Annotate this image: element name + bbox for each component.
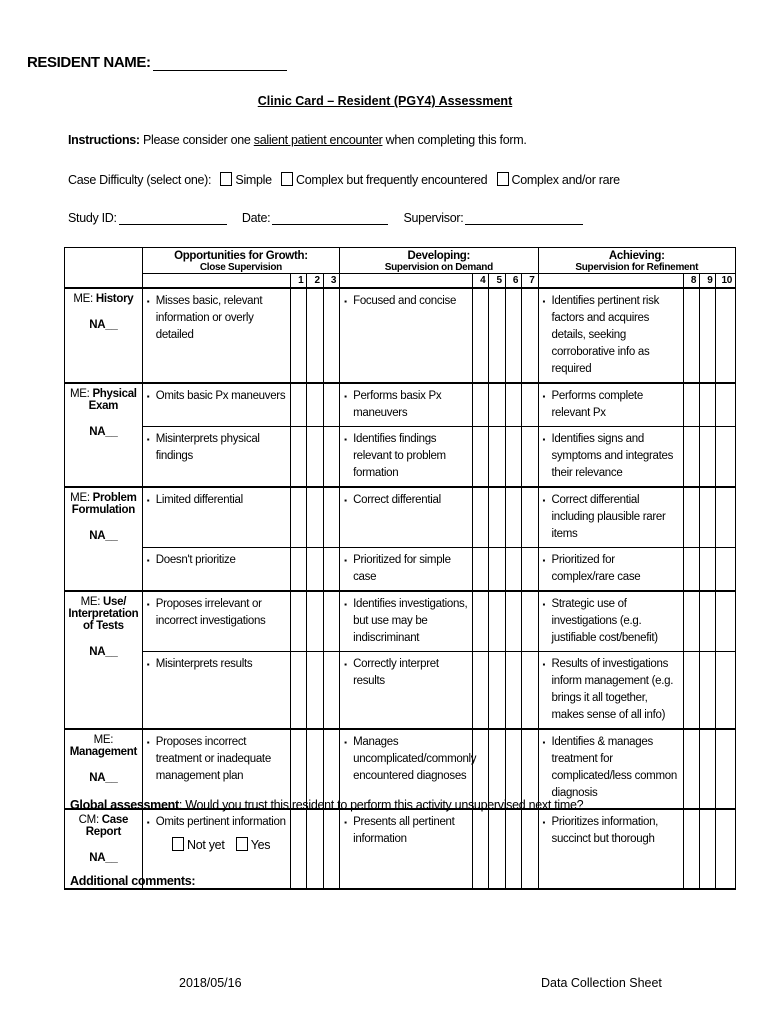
footer-date: 2018/05/16 bbox=[179, 976, 242, 990]
descriptor-text: Misinterprets physical findings bbox=[155, 433, 260, 462]
descriptor-cell bbox=[538, 487, 683, 548]
score-box[interactable] bbox=[505, 487, 521, 548]
score-box[interactable] bbox=[522, 809, 538, 889]
score-box[interactable] bbox=[489, 591, 505, 652]
score-box[interactable] bbox=[473, 427, 489, 488]
competency-name bbox=[67, 388, 140, 412]
na-field[interactable]: NA__ bbox=[89, 530, 118, 542]
descriptor-cell bbox=[340, 591, 473, 652]
descriptor-cell bbox=[340, 288, 473, 383]
competency-name bbox=[67, 734, 140, 758]
descriptor-text: Prioritized for complex/rare case bbox=[551, 554, 641, 583]
instructions: Instructions: Please consider one salient patient encounter when completing this form. bbox=[68, 133, 527, 147]
score-box[interactable] bbox=[505, 729, 521, 809]
descriptor-cell bbox=[142, 487, 290, 548]
descriptor-text: Identifies investigations, but use may be indiscriminant bbox=[353, 598, 468, 644]
resident-name-label: RESIDENT NAME: bbox=[27, 54, 287, 71]
competency-name bbox=[67, 596, 140, 632]
score-box[interactable] bbox=[473, 548, 489, 592]
score-box[interactable] bbox=[700, 591, 716, 652]
score-box[interactable] bbox=[716, 652, 736, 730]
score-box[interactable] bbox=[307, 288, 323, 383]
bullet-icon: ▪ bbox=[542, 435, 546, 444]
bullet-icon: ▪ bbox=[146, 297, 150, 306]
score-box[interactable] bbox=[683, 548, 699, 592]
score-box[interactable] bbox=[291, 652, 307, 730]
score-box[interactable] bbox=[522, 383, 538, 427]
competency-label bbox=[65, 729, 143, 809]
bullet-icon: ▪ bbox=[542, 556, 546, 565]
descriptor-cell bbox=[142, 548, 290, 592]
competency-title: Use/ Interpretation of Tests bbox=[68, 596, 139, 632]
competency-row bbox=[65, 288, 736, 383]
score-box[interactable] bbox=[291, 729, 307, 809]
bullet-icon: ▪ bbox=[542, 496, 546, 505]
descriptor-text: Limited differential bbox=[155, 494, 243, 506]
descriptor-cell bbox=[340, 652, 473, 730]
score-box[interactable] bbox=[307, 487, 323, 548]
column-title: Opportunities for Growth: bbox=[174, 250, 308, 262]
score-box[interactable] bbox=[683, 427, 699, 488]
score-box[interactable] bbox=[307, 809, 323, 889]
descriptor-text: Prioritized for simple case bbox=[353, 554, 451, 583]
footer-doc-name: Data Collection Sheet bbox=[541, 976, 662, 990]
date-field[interactable] bbox=[272, 213, 388, 225]
score-box[interactable] bbox=[291, 487, 307, 548]
score-box[interactable] bbox=[323, 487, 339, 548]
score-box[interactable] bbox=[700, 427, 716, 488]
yes-checkbox[interactable] bbox=[236, 837, 248, 851]
competency-prefix: ME: bbox=[93, 734, 114, 746]
competency-title: Physical Exam bbox=[88, 388, 137, 412]
study-id-field[interactable] bbox=[119, 213, 227, 225]
score-box[interactable] bbox=[473, 487, 489, 548]
score-box[interactable] bbox=[683, 487, 699, 548]
descriptor-text: Identifies & manages treatment for complicated/less common diagnosis bbox=[551, 736, 677, 799]
score-box[interactable] bbox=[489, 288, 505, 383]
complex-frequent-checkbox[interactable] bbox=[281, 172, 293, 186]
competency-row bbox=[65, 548, 736, 592]
score-box[interactable] bbox=[716, 487, 736, 548]
score-box[interactable] bbox=[505, 288, 521, 383]
score-box[interactable] bbox=[489, 487, 505, 548]
descriptor-cell bbox=[538, 591, 683, 652]
descriptor-cell bbox=[340, 383, 473, 427]
score-box[interactable] bbox=[716, 288, 736, 383]
study-row: Study ID: Date: Supervisor: bbox=[68, 211, 595, 225]
complex-rare-checkbox[interactable] bbox=[497, 172, 509, 186]
score-box[interactable] bbox=[291, 288, 307, 383]
score-box[interactable] bbox=[505, 383, 521, 427]
na-field[interactable]: NA__ bbox=[89, 646, 118, 658]
competency-title: Problem Formulation bbox=[71, 492, 137, 516]
score-number: 10 bbox=[716, 274, 736, 289]
bullet-icon: ▪ bbox=[146, 435, 150, 444]
score-box[interactable] bbox=[683, 652, 699, 730]
supervisor-field[interactable] bbox=[465, 213, 583, 225]
descriptor-cell bbox=[538, 729, 683, 809]
descriptor-text: Omits pertinent information bbox=[155, 816, 286, 828]
bullet-icon: ▪ bbox=[344, 297, 347, 306]
score-number: 7 bbox=[522, 274, 538, 289]
score-spacer bbox=[142, 274, 290, 289]
column-subtitle: Close Supervision bbox=[199, 262, 282, 273]
bullet-icon: ▪ bbox=[146, 392, 150, 401]
assessment-grid bbox=[64, 247, 736, 890]
descriptor-cell bbox=[538, 652, 683, 730]
column-title: Developing: bbox=[407, 250, 471, 262]
score-box[interactable] bbox=[473, 652, 489, 730]
descriptor-text: Prioritizes information, succinct but thorough bbox=[551, 816, 659, 845]
bullet-icon: ▪ bbox=[542, 818, 546, 827]
score-number: 4 bbox=[473, 274, 489, 289]
bullet-icon: ▪ bbox=[344, 392, 347, 401]
column-title: Achieving: bbox=[608, 250, 665, 262]
score-number: 3 bbox=[323, 274, 339, 289]
score-number: 9 bbox=[700, 274, 716, 289]
score-box[interactable] bbox=[683, 591, 699, 652]
descriptor-text: Manages uncomplicated/commonly encountered diagnoses bbox=[353, 736, 477, 782]
score-box[interactable] bbox=[716, 729, 736, 809]
bullet-icon: ▪ bbox=[146, 738, 150, 747]
bullet-icon: ▪ bbox=[146, 496, 150, 505]
not-yet-checkbox[interactable] bbox=[172, 837, 184, 851]
bullet-icon: ▪ bbox=[542, 392, 546, 401]
descriptor-cell bbox=[340, 729, 477, 809]
descriptor-cell bbox=[340, 427, 473, 488]
score-box[interactable] bbox=[307, 427, 323, 488]
bullet-icon: ▪ bbox=[542, 660, 546, 669]
competency-prefix: ME: bbox=[73, 293, 93, 305]
score-number: 8 bbox=[683, 274, 699, 289]
column-subtitle: Supervision on Demand bbox=[384, 262, 493, 273]
descriptor-text: Performs basix Px maneuvers bbox=[353, 390, 442, 419]
score-box[interactable] bbox=[291, 427, 307, 488]
descriptor-cell bbox=[142, 427, 290, 488]
descriptor-text: Misses basic, relevant information or overly detailed bbox=[155, 295, 263, 341]
competency-prefix: ME: bbox=[80, 596, 101, 608]
form-title: Clinic Card – Resident (PGY4) Assessment bbox=[257, 94, 513, 108]
bullet-icon: ▪ bbox=[344, 496, 347, 505]
score-box[interactable] bbox=[291, 548, 307, 592]
score-box[interactable] bbox=[505, 591, 521, 652]
score-spacer bbox=[538, 274, 683, 289]
grid-corner bbox=[65, 248, 143, 289]
competency-row bbox=[65, 383, 736, 427]
score-box[interactable] bbox=[700, 288, 716, 383]
score-box[interactable] bbox=[473, 591, 489, 652]
competency-name bbox=[67, 492, 140, 516]
score-box[interactable] bbox=[683, 288, 699, 383]
column-subtitle: Supervision for Refinement bbox=[575, 262, 699, 273]
score-box[interactable] bbox=[307, 652, 323, 730]
score-box[interactable] bbox=[473, 809, 489, 889]
case-difficulty: Case Difficulty (select one): Simple Complex but frequently encountered Complex and/or rare bbox=[68, 173, 620, 187]
score-box[interactable] bbox=[716, 427, 736, 488]
global-choices: Not yet Yes bbox=[172, 837, 270, 852]
score-box[interactable] bbox=[489, 383, 505, 427]
score-number: 5 bbox=[489, 274, 505, 289]
descriptor-text: Identifies findings relevant to problem formation bbox=[353, 433, 446, 479]
na-field[interactable]: NA__ bbox=[89, 852, 118, 864]
descriptor-text: Focused and concise bbox=[353, 295, 457, 307]
score-box[interactable] bbox=[307, 591, 323, 652]
additional-comments-label: Additional comments: bbox=[70, 874, 196, 888]
competency-row bbox=[65, 729, 736, 809]
score-box[interactable] bbox=[291, 809, 307, 889]
bullet-icon: ▪ bbox=[542, 600, 546, 609]
bullet-icon: ▪ bbox=[344, 738, 347, 747]
column-header bbox=[340, 248, 538, 274]
descriptor-text: Omits basic Px maneuvers bbox=[155, 390, 286, 402]
bullet-icon: ▪ bbox=[344, 435, 347, 444]
na-field[interactable]: NA__ bbox=[89, 319, 118, 331]
descriptor-text: Correct differential bbox=[353, 494, 441, 506]
score-box[interactable] bbox=[700, 487, 716, 548]
competency-label bbox=[65, 591, 143, 729]
column-header bbox=[538, 248, 735, 274]
score-box[interactable] bbox=[683, 729, 699, 809]
score-box[interactable] bbox=[291, 591, 307, 652]
descriptor-text: Identifies pertinent risk factors and acquires details, seeking corroborative info as required bbox=[551, 295, 660, 375]
competency-title: History bbox=[95, 293, 134, 305]
na-field[interactable]: NA__ bbox=[89, 426, 118, 438]
descriptor-cell bbox=[142, 288, 290, 383]
score-number: 1 bbox=[291, 274, 307, 289]
score-box[interactable] bbox=[522, 487, 538, 548]
descriptor-text: Correct differential including plausible rarer items bbox=[551, 494, 666, 540]
score-number: 2 bbox=[307, 274, 323, 289]
descriptor-cell bbox=[538, 548, 683, 592]
bullet-icon: ▪ bbox=[146, 818, 150, 827]
score-box[interactable] bbox=[700, 729, 716, 809]
competency-row bbox=[65, 591, 736, 652]
score-box[interactable] bbox=[323, 548, 339, 592]
na-field[interactable]: NA__ bbox=[89, 772, 118, 784]
bullet-icon: ▪ bbox=[344, 818, 347, 827]
descriptor-text: Performs complete relevant Px bbox=[551, 390, 643, 419]
grid-header-row bbox=[65, 248, 736, 274]
bullet-icon: ▪ bbox=[344, 556, 347, 565]
score-box[interactable] bbox=[307, 548, 323, 592]
score-box[interactable] bbox=[323, 591, 339, 652]
descriptor-text: Presents all pertinent information bbox=[353, 816, 455, 845]
descriptor-cell bbox=[142, 591, 290, 652]
score-box[interactable] bbox=[505, 809, 521, 889]
bullet-icon: ▪ bbox=[542, 738, 546, 747]
competency-name bbox=[67, 814, 140, 838]
competency-name bbox=[67, 293, 140, 305]
score-box[interactable] bbox=[473, 288, 489, 383]
score-box[interactable] bbox=[522, 427, 538, 488]
score-box[interactable] bbox=[489, 427, 505, 488]
score-box[interactable] bbox=[522, 652, 538, 730]
competency-row bbox=[65, 487, 736, 548]
descriptor-cell bbox=[340, 548, 473, 592]
competency-title: Case Report bbox=[85, 814, 129, 838]
descriptor-cell bbox=[538, 427, 683, 488]
competency-title: Management bbox=[69, 746, 137, 758]
score-box[interactable] bbox=[323, 288, 339, 383]
descriptor-text: Identifies signs and symptoms and integrates their relevance bbox=[551, 433, 674, 479]
score-box[interactable] bbox=[700, 652, 716, 730]
descriptor-text: Strategic use of investigations (e.g. justifiable cost/benefit) bbox=[551, 598, 658, 644]
descriptor-cell bbox=[142, 652, 290, 730]
score-box[interactable] bbox=[489, 809, 505, 889]
score-box[interactable] bbox=[489, 548, 505, 592]
score-box[interactable] bbox=[522, 729, 538, 809]
score-box[interactable] bbox=[716, 383, 736, 427]
descriptor-cell bbox=[142, 729, 290, 809]
score-box[interactable] bbox=[489, 652, 505, 730]
descriptor-cell bbox=[538, 383, 683, 427]
descriptor-text: Results of investigations inform management (e.g. brings it all together, makes sense of all info) bbox=[551, 658, 674, 721]
score-number-row bbox=[65, 274, 736, 289]
score-box[interactable] bbox=[505, 652, 521, 730]
simple-checkbox[interactable] bbox=[220, 172, 232, 186]
competency-label bbox=[65, 288, 143, 383]
score-box[interactable] bbox=[505, 548, 521, 592]
score-box[interactable] bbox=[291, 383, 307, 427]
score-box[interactable] bbox=[323, 652, 339, 730]
descriptor-text: Misinterprets results bbox=[155, 658, 253, 670]
score-box[interactable] bbox=[716, 548, 736, 592]
score-box[interactable] bbox=[323, 809, 339, 889]
score-box[interactable] bbox=[307, 729, 323, 809]
descriptor-cell bbox=[340, 487, 473, 548]
competency-row bbox=[65, 427, 736, 488]
descriptor-cell bbox=[538, 809, 683, 889]
score-box[interactable] bbox=[700, 383, 716, 427]
score-box[interactable] bbox=[716, 591, 736, 652]
resident-name-field[interactable] bbox=[153, 56, 287, 71]
score-box[interactable] bbox=[473, 383, 489, 427]
descriptor-text: Doesn't prioritize bbox=[155, 554, 236, 566]
bullet-icon: ▪ bbox=[146, 660, 150, 669]
competency-row bbox=[65, 652, 736, 730]
score-box[interactable] bbox=[716, 809, 736, 889]
score-box[interactable] bbox=[323, 729, 339, 809]
descriptor-text: Proposes incorrect treatment or inadequate management plan bbox=[155, 736, 271, 782]
descriptor-text: Correctly interpret results bbox=[353, 658, 439, 687]
score-box[interactable] bbox=[522, 548, 538, 592]
descriptor-cell bbox=[538, 288, 683, 383]
descriptor-cell bbox=[340, 809, 473, 889]
global-assessment: Global assessment: Would you trust this resident to perform this activity unsupervised next time? bbox=[70, 798, 584, 812]
competency-prefix: CM: bbox=[78, 814, 99, 826]
bullet-icon: ▪ bbox=[344, 660, 347, 669]
bullet-icon: ▪ bbox=[146, 556, 150, 565]
score-box[interactable] bbox=[700, 809, 716, 889]
score-box[interactable] bbox=[522, 591, 538, 652]
bullet-icon: ▪ bbox=[344, 600, 347, 609]
score-number: 6 bbox=[505, 274, 521, 289]
competency-label bbox=[65, 487, 143, 591]
score-box[interactable] bbox=[323, 383, 339, 427]
bullet-icon: ▪ bbox=[146, 600, 150, 609]
score-box[interactable] bbox=[522, 288, 538, 383]
score-box[interactable] bbox=[323, 427, 339, 488]
score-box[interactable] bbox=[505, 427, 521, 488]
competency-prefix: ME: bbox=[70, 492, 90, 504]
score-box[interactable] bbox=[683, 809, 699, 889]
score-box[interactable] bbox=[700, 548, 716, 592]
competency-prefix: ME: bbox=[69, 388, 90, 400]
score-box[interactable] bbox=[307, 383, 323, 427]
score-spacer bbox=[340, 274, 473, 289]
column-header bbox=[142, 248, 339, 274]
score-box[interactable] bbox=[683, 383, 699, 427]
descriptor-text: Proposes irrelevant or incorrect investigations bbox=[155, 598, 266, 627]
descriptor-cell bbox=[142, 383, 290, 427]
bullet-icon: ▪ bbox=[542, 297, 546, 306]
score-box[interactable] bbox=[489, 729, 505, 809]
competency-label bbox=[65, 383, 143, 487]
